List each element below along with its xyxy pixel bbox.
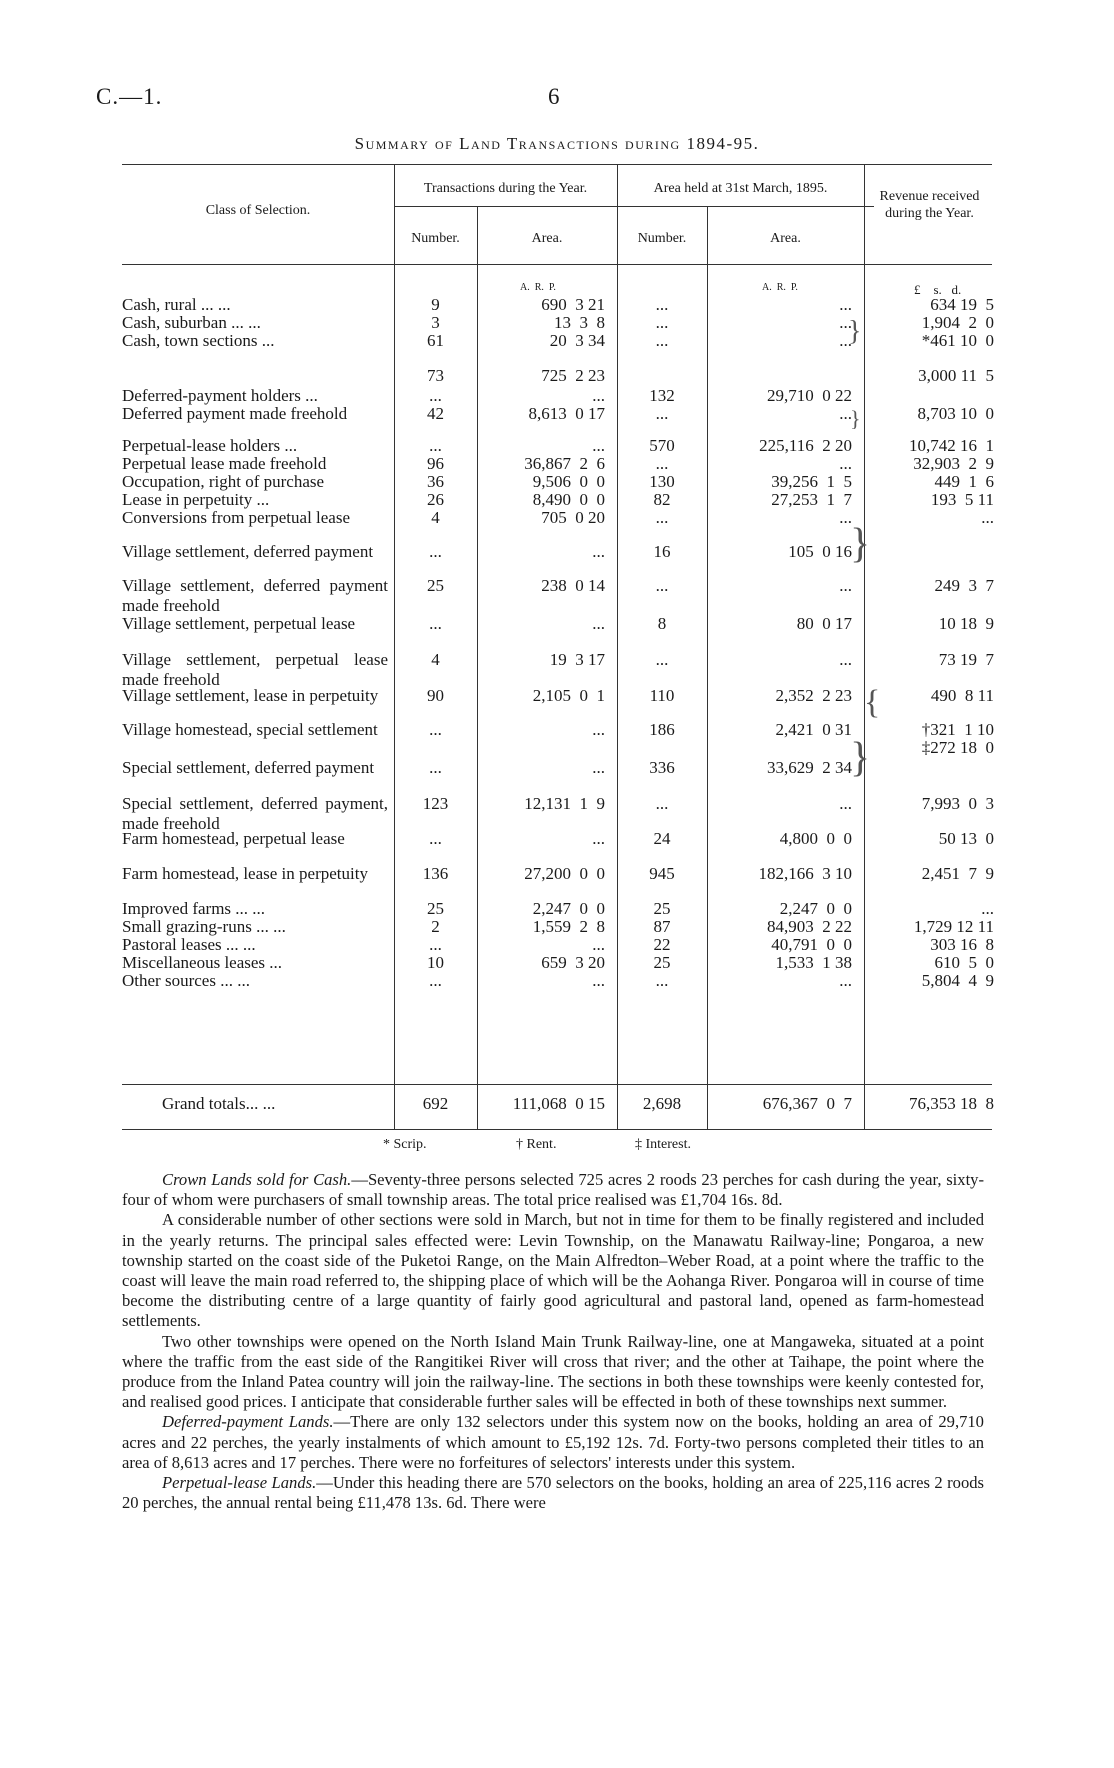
cell-a1: 705 0 20 [541,508,605,527]
cell-n2: 87 [653,917,671,936]
cell-rev: 193 5 11 [930,490,994,509]
cell-a1: 27,200 0 0 [524,864,605,883]
cell-rev: 10,742 16 1 [909,436,994,455]
cell-a2: 182,166 3 10 [758,864,852,883]
cell-rev: ... [981,899,994,918]
row-label: Village settlement, lease in perpetuity [122,686,379,705]
cell-n1: 4 [431,650,440,669]
cell-n1: 136 [422,864,449,883]
cell-a1: ... [592,542,605,561]
paragraph [122,1332,984,1413]
row-label: Perpetual lease made freehold [122,454,327,473]
cell-a2: ... [839,576,852,595]
row-label: Village settlement, deferred payment made freehold [122,576,388,615]
cell-n2: 22 [653,935,671,954]
arp-units-2: A. R. P. [762,282,798,293]
cell-a1: ... [592,386,605,405]
cell-rev: 50 13 0 [938,829,994,848]
totals-a2: 676,367 0 7 [762,1094,852,1113]
page-ref: C.—1. [96,84,163,109]
cell-rev: 7,993 0 3 [921,794,994,813]
cell-n1: ... [429,386,442,405]
header-revenue: Revenue received during the Year. [879,189,980,221]
cell-a1: 36,867 2 6 [524,454,605,473]
cell-n1: 36 [427,472,444,491]
row-label: Cash, rural ... ... [122,295,231,314]
footnote-scrip: * Scrip. [383,1137,427,1152]
row-label: Deferred-payment holders ... [122,386,318,405]
paragraph [122,1210,984,1331]
cell-rev: 490 8 11 [930,686,994,705]
cell-a1: 8,613 0 17 [528,404,605,423]
cell-a2: 29,710 0 22 [767,386,852,405]
cell-rev: 10 18 9 [938,614,994,633]
brace-homestead: { [864,684,881,721]
cell-a2: ... [839,650,852,669]
cell-n2: ... [655,508,669,527]
cell-rev: 5,804 4 9 [921,971,994,990]
cell-a1: ... [592,935,605,954]
cell-rev: *461 10 0 [921,331,994,350]
header-transactions: Transactions during the Year. [423,181,588,196]
row-label: Village homestead, special settlement [122,720,378,739]
body-text [122,1170,984,1513]
cell-n1: 61 [427,331,444,350]
cell-a1: 9,506 0 0 [532,472,605,491]
brace-village-deferred: } [850,521,871,567]
cell-n2: ... [655,794,669,813]
cell-a2: 1,533 1 38 [775,953,852,972]
row-label: Farm homestead, perpetual lease [122,829,345,848]
row-label: Other sources ... ... [122,971,250,990]
cell-a1: 238 0 14 [541,576,605,595]
cell-rev: 249 3 7 [934,576,994,595]
cell-rev: ... [981,508,994,527]
row-label: Miscellaneous leases ... [122,953,283,972]
paragraph [122,1473,984,1513]
cell-rev: 449 1 6 [934,472,994,491]
cell-n1: ... [429,829,442,848]
paragraph-heading: Crown Lands sold for Cash. [162,1170,352,1189]
cell-a2: ... [839,331,852,350]
cell-a1: ... [592,758,605,777]
cell-a1: 2,105 0 1 [532,686,605,705]
cell-a2: 33,629 2 34 [767,758,852,777]
cell-n1: ... [429,614,442,633]
paragraph-heading: Perpetual-lease Lands. [162,1473,317,1493]
cell-a2: ... [839,454,852,473]
cell-n2: 110 [649,686,675,705]
header-number-1: Number. [411,231,460,246]
cell-n1: 25 [427,576,444,595]
cell-a1: 659 3 20 [541,953,605,972]
cell-a2: 225,116 2 20 [759,436,852,455]
row-label: Small grazing-runs ... ... [122,917,286,936]
header-area-1: Area. [531,231,563,246]
totals-n2: 2,698 [642,1094,682,1113]
cell-n2: 186 [649,720,675,739]
cell-n2: 132 [649,386,675,405]
cell-n1: 26 [427,490,444,509]
cell-n2: ... [655,454,669,473]
cell-a2: ... [839,313,852,332]
table-title: Summary of Land Transactions during 1894-95. [354,134,760,153]
cell-rev: 610 5 0 [934,953,994,972]
cell-n2: ... [655,971,669,990]
header-class: Class of Selection. [205,203,311,218]
cell-a2: 4,800 0 0 [779,829,852,848]
paragraph [122,1412,984,1473]
cell-rev2: ‡272 18 0 [921,738,994,757]
cell-n2: 130 [649,472,675,491]
arp-units-1: A. R. P. [520,282,556,293]
totals-label: Grand totals... ... [162,1094,276,1113]
cell-n2: 25 [653,899,671,918]
cell-a2: ... [839,295,852,314]
cell-rev: 3,000 11 5 [918,366,994,385]
cell-a2: 2,421 0 31 [775,720,852,739]
cell-n1: 10 [427,953,444,972]
cell-n1: 2 [431,917,440,936]
cell-n1: 4 [431,508,440,527]
row-label: Farm homestead, lease in perpetuity [122,864,368,883]
page-number: 6 [548,84,560,109]
cell-a2: 84,903 2 22 [767,917,852,936]
cell-a1: 8,490 0 0 [532,490,605,509]
cell-n2: ... [655,650,669,669]
footnote-rent: † Rent. [516,1137,557,1152]
row-label: Occupation, right of purchase [122,472,325,491]
paragraph-text: —Under this heading there are 570 selectors on the books, holding an area of 225,116 acres 2 roods 20 perches, the annual rental being £11,478 13s. 6d. There were [122,1473,984,1513]
cell-a1: 19 3 17 [549,650,605,669]
cell-a2: ... [839,971,852,990]
cell-n2: ... [655,295,669,314]
cell-n2: 8 [657,614,667,633]
cell-rev: 634 19 5 [930,295,994,314]
cell-a1: ... [592,614,605,633]
cell-a1: ... [592,971,605,990]
cell-n1: 9 [431,295,440,314]
footnote-interest: ‡ Interest. [635,1137,691,1152]
cell-a2: 105 0 16 [788,542,852,561]
cell-a1: 12,131 1 9 [524,794,605,813]
cell-n1: ... [429,758,442,777]
cell-n2: ... [655,313,669,332]
paragraph-text: —Seventy-three persons selected 725 acres 2 roods 23 perches for cash during the year, sixty-four of whom were purchasers of small township areas. The total price realised was £1,704 16s. 8d. [122,1170,984,1210]
row-label: Improved farms ... ... [122,899,266,918]
cell-a1: 1,559 2 8 [532,917,605,936]
cell-n2: 570 [649,436,675,455]
paragraph [122,1170,984,1210]
cell-n1: 96 [427,454,444,473]
cell-n2: 945 [649,864,675,883]
cell-n2: ... [655,404,669,423]
cell-rev: 303 16 8 [930,935,994,954]
brace-deferred: } [850,406,861,431]
brace-cash: } [848,316,862,347]
paragraph-text: A considerable number of other sections were sold in March, but not in time for them to be finally registered and included in the yearly returns. The principal sales effected were: Levin Township, on the Manawatu Railway-line; Pongaroa, a new township started on the coast side of the Puketoi Range, on the Main Alfredton–Weber Road, at a point where the traffic to the coast will leave the main road referred to, the shipping place of which will be the Aohanga River. Pongaroa will in course of time become the distributing centre of a large quantity of fairly good agricultural and pastoral land, opened as farm-homestead settlements. [122,1210,984,1331]
cell-n1: ... [429,971,442,990]
cell-rev: 32,903 2 9 [913,454,994,473]
cell-n1: 123 [422,794,449,813]
cell-n1: 3 [431,313,440,332]
row-label: Conversions from perpetual lease [122,508,351,527]
row-label: Village settlement, deferred payment [122,542,374,561]
row-label: Pastoral leases ... ... [122,935,256,954]
cell-n1: 42 [427,404,444,423]
cell-n2: 82 [653,490,671,509]
cell-a2: 80 0 17 [796,614,852,633]
cell-a2: 27,253 1 7 [771,490,852,509]
paragraph-text: —There are only 132 selectors under this system now on the books, holding an area of 29,710 acres and 22 perches, the yearly instalments of which amount to £5,192 12s. 7d. Forty-two persons completed their titles to an area of 8,613 acres and 17 perches. There were no forfeitures of selectors' interests under this system. [122,1412,984,1472]
cell-a1: 690 3 21 [541,295,605,314]
cell-n2: 25 [653,953,671,972]
cell-rev: 8,703 10 0 [917,404,994,423]
cell-n2: 336 [649,758,675,777]
cell-n2: 24 [653,829,671,848]
row-label: Cash, suburban ... ... [122,313,261,332]
cell-rev: 2,451 7 9 [921,864,994,883]
cell-rev: 1,729 12 11 [913,917,994,936]
cell-a2: 2,352 2 23 [775,686,852,705]
cell-a2: 39,256 1 5 [771,472,852,491]
cell-a2: 40,791 0 0 [771,935,852,954]
cell-a1: 13 3 8 [554,313,605,332]
row-label: Deferred payment made freehold [122,404,348,423]
cell-rev: 73 19 7 [938,650,994,669]
header-area-2: Area. [770,231,801,246]
cell-a1: 20 3 34 [549,331,605,350]
totals-n1: 692 [422,1094,449,1113]
paragraph-text: Two other townships were opened on the North Island Main Trunk Railway-line, one at Mangaweka, situated at a point where the traffic from the east side of the Rangitikei River will cross that river; and the other at Taihape, the point where the produce from the Inland Patea country will join the railway-line. The sections in both these townships were keenly contested for, and realised good prices. I anticipate that considerable further sales will be effected in both of these townships next summer. [122,1331,984,1412]
land-transactions-table [122,164,998,1139]
cell-a1: ... [592,829,605,848]
cell-n1: ... [429,436,442,455]
cell-rev: 1,904 2 0 [921,313,994,332]
cell-n1: ... [429,542,442,561]
cell-n2: ... [655,331,669,350]
totals-rev: 76,353 18 8 [909,1094,994,1113]
cell-a2: ... [839,794,852,813]
row-label: Village settlement, perpetual lease made freehold [122,650,388,689]
cell-a1: ... [592,436,605,455]
cell-n2: ... [655,576,669,595]
row-label: Perpetual-lease holders ... [122,436,298,455]
cell-a1: 2,247 0 0 [532,899,605,918]
cell-n1: ... [429,935,442,954]
cell-n1: 25 [427,899,444,918]
row-label: Special settlement, deferred payment, made freehold [122,794,388,833]
cell-n2: 16 [653,542,671,561]
cell-a2: 2,247 0 0 [779,899,852,918]
row-label: Village settlement, perpetual lease [122,614,356,633]
cell-n1: 73 [427,366,444,385]
row-label: Lease in perpetuity ... [122,490,270,509]
cell-n1: 90 [427,686,444,705]
header-area-held: Area held at 31st March, 1895. [653,181,828,196]
row-label: Special settlement, deferred payment [122,758,375,777]
lsd-units: £ s. d. [914,282,962,297]
header-number-2: Number. [637,231,687,246]
cell-a1: ... [592,720,605,739]
cell-rev: †321 1 10 [921,720,994,739]
cell-a2: ... [839,404,852,423]
cell-n1: ... [429,720,442,739]
brace-special: } [850,735,871,781]
paragraph-heading: Deferred-payment Lands. [162,1412,334,1432]
totals-a1: 111,068 0 15 [512,1094,605,1113]
cell-a2: ... [839,508,852,527]
cell-a1: 725 2 23 [541,366,605,385]
row-label: Cash, town sections ... [122,331,275,350]
